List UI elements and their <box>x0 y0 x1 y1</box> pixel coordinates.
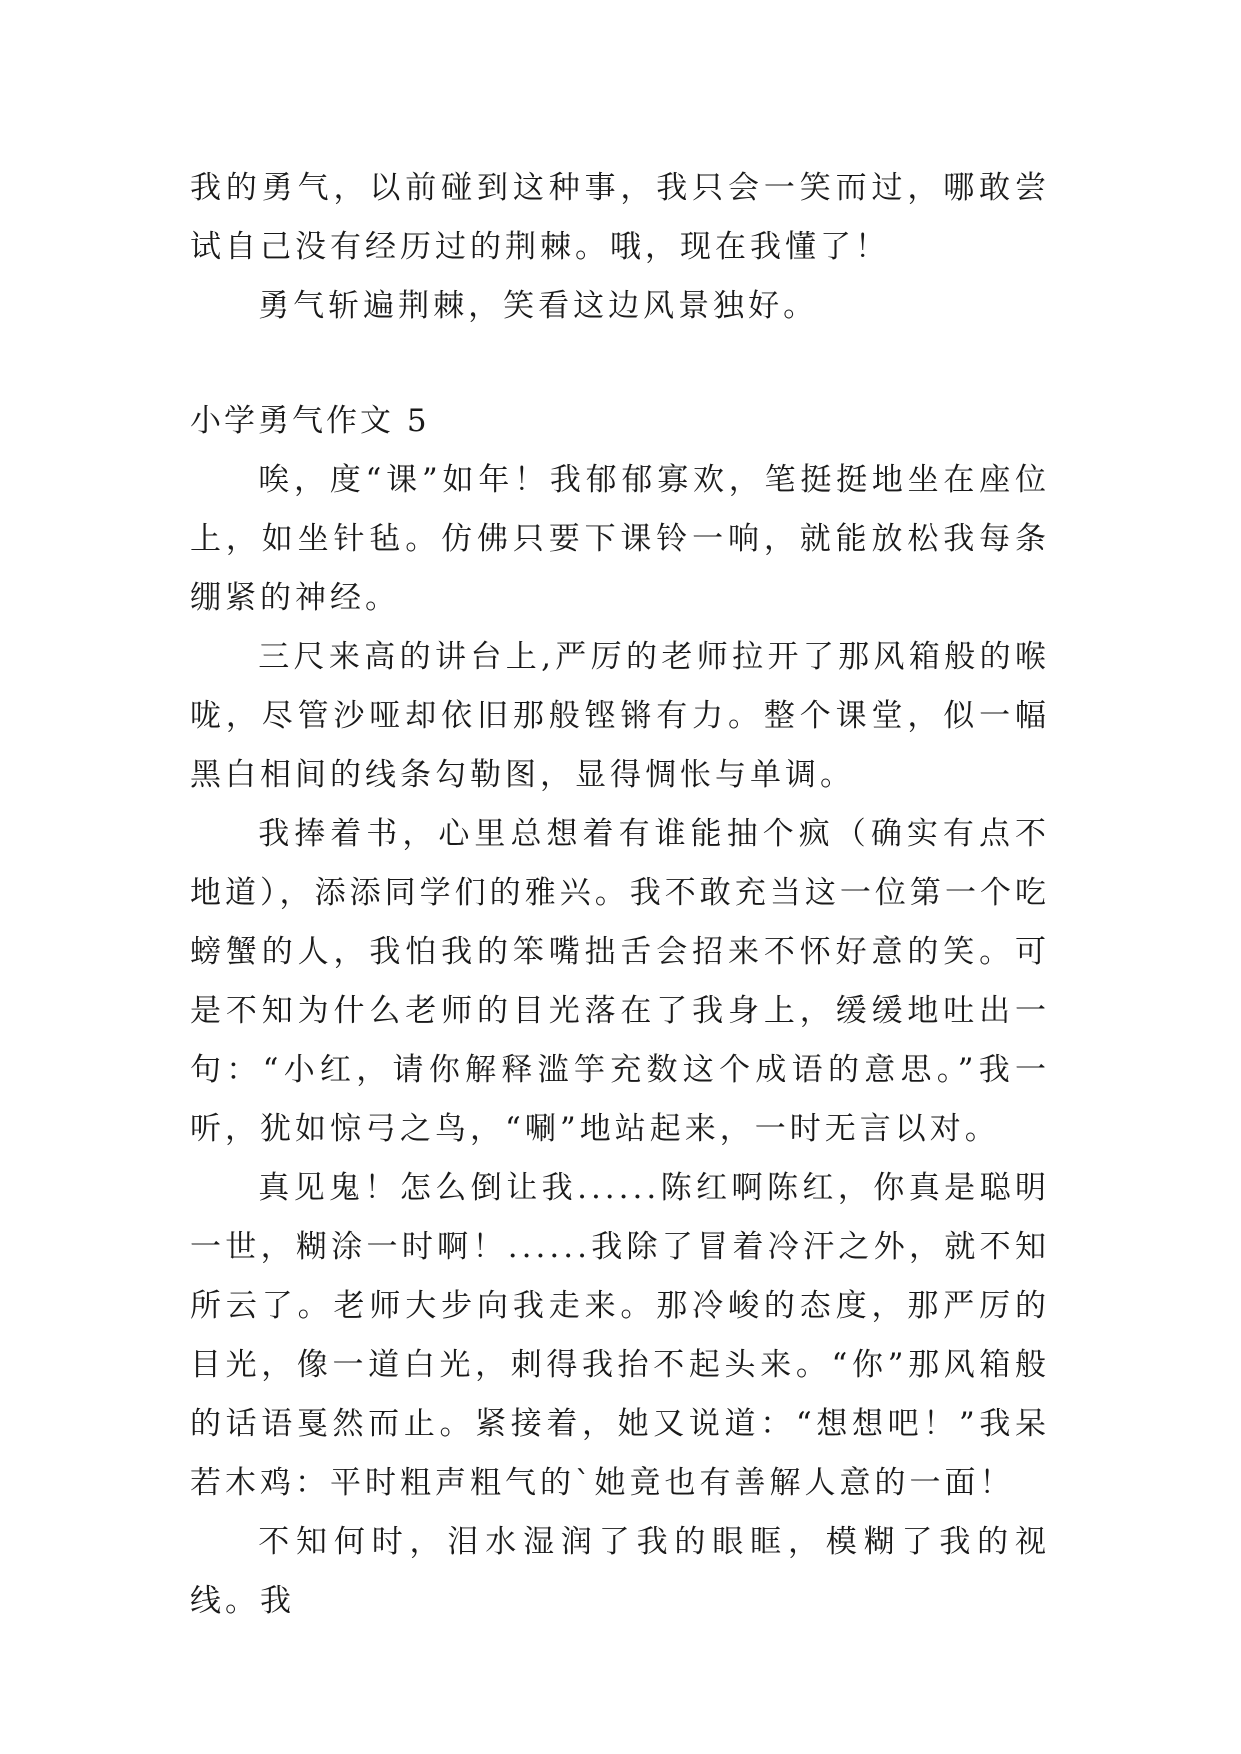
paragraph: 勇气斩遍荆棘，笑看这边风景独好。 <box>258 288 819 324</box>
section-heading: 小学勇气作文 5 <box>190 403 430 439</box>
document-body <box>190 159 1050 1631</box>
paragraph: 真见鬼！怎么倒让我......陈红啊陈红，你真是聪明一世，糊涂一时啊！......我除了冒着冷汗之外，就不知所云了。老师大步向我走来。那冷峻的态度，那严厉的目光，像一道白光，刺得我抬不起头来。“你”那风箱般的话语戛然而止。紧接着，她又说道：“想想吧！”我呆若木鸡：平时粗声粗气的`她竟也有善解人意的一面！ <box>190 1170 1050 1501</box>
paragraph: 唉，度“课”如年！我郁郁寡欢，笔挺挺地坐在座位上，如坐针毡。仿佛只要下课铃一响，就能放松我每条绷紧的神经。 <box>190 462 1050 616</box>
paragraph: 不知何时，泪水湿润了我的眼眶，模糊了我的视线。我 <box>190 1524 1050 1619</box>
paragraph: 我捧着书，心里总想着有谁能抽个疯（确实有点不地道），添添同学们的雅兴。我不敢充当这一位第一个吃螃蟹的人，我怕我的笨嘴拙舌会招来不怀好意的笑。可是不知为什么老师的目光落在了我身上，缓缓地吐出一句：“小红，请你解释滥竽充数这个成语的意思。”我一听，犹如惊弓之鸟，“唰”地站起来，一时无言以对。 <box>190 816 1050 1147</box>
paragraph: 我的勇气，以前碰到这种事，我只会一笑而过，哪敢尝试自己没有经历过的荆棘。哦，现在我懂了！ <box>190 170 1050 265</box>
paragraph: 三尺来高的讲台上,严厉的老师拉开了那风箱般的喉咙，尽管沙哑却依旧那般铿锵有力。整个课堂，似一幅黑白相间的线条勾勒图，显得惆怅与单调。 <box>190 639 1050 793</box>
